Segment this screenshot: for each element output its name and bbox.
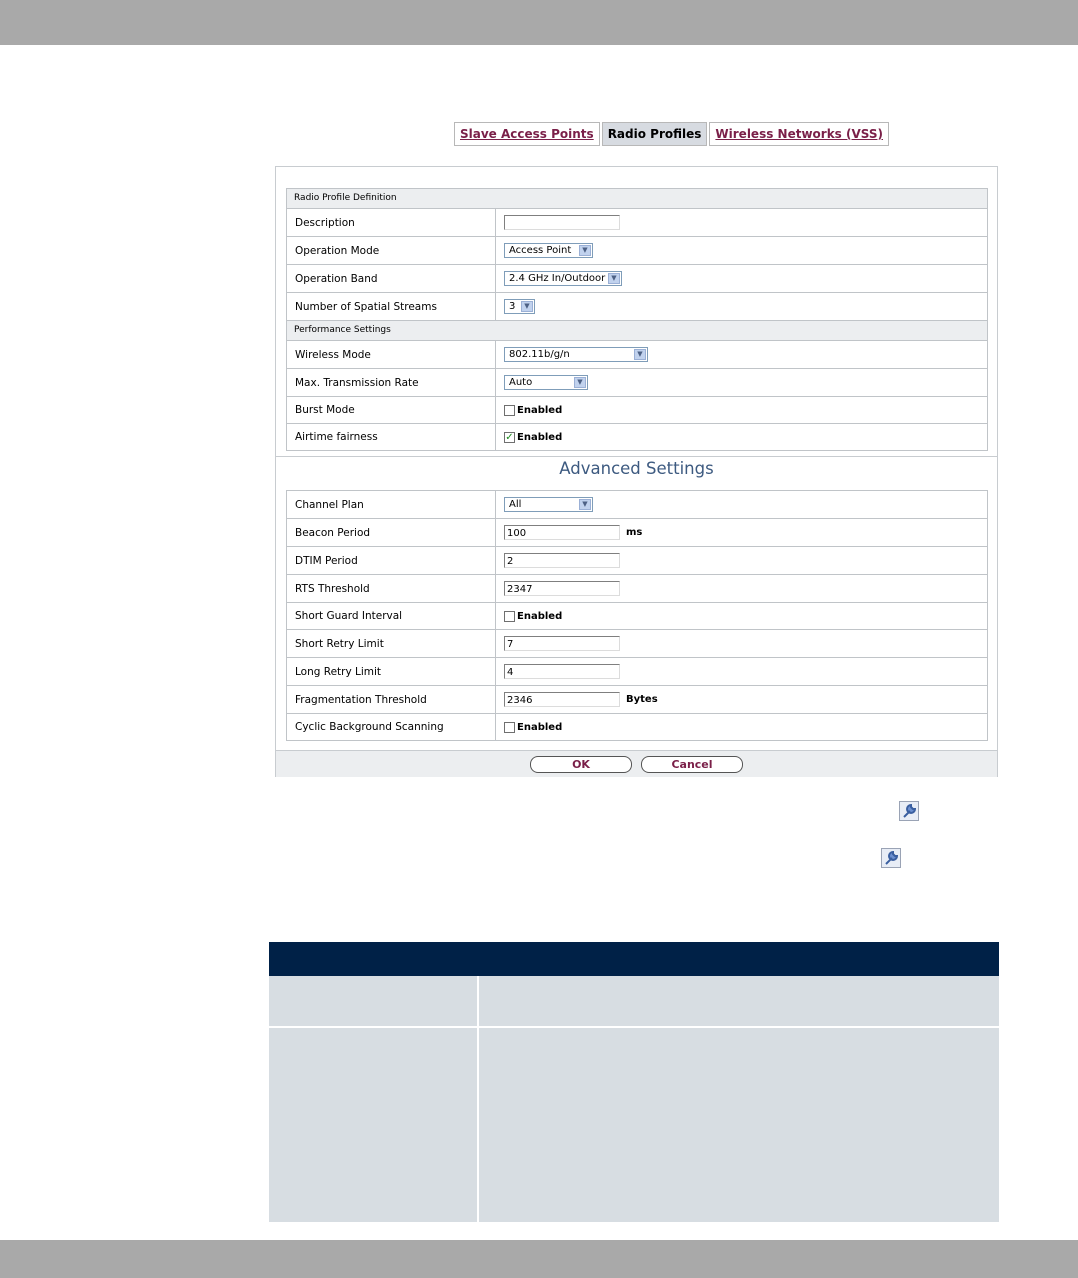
checkmark-icon[interactable]: ✓ bbox=[505, 431, 514, 443]
long-retry-row bbox=[287, 658, 987, 686]
frag-threshold-row bbox=[287, 686, 987, 714]
operation-band-row bbox=[287, 265, 987, 293]
short-retry-input[interactable]: 7 bbox=[504, 636, 620, 651]
operation-mode-select[interactable] bbox=[504, 243, 593, 258]
wireless-mode-select[interactable] bbox=[504, 347, 648, 362]
tab-radio-profiles[interactable]: Radio Profiles bbox=[602, 122, 708, 146]
long-retry-label: Long Retry Limit bbox=[287, 658, 496, 685]
table-cell bbox=[479, 1028, 999, 1222]
description-row bbox=[287, 209, 987, 237]
channel-plan-value: All bbox=[509, 499, 522, 510]
chevron-down-icon: ▼ bbox=[579, 499, 591, 510]
long-retry-input[interactable]: 4 bbox=[504, 664, 620, 679]
wrench-icon[interactable] bbox=[881, 848, 901, 868]
dtim-period-row bbox=[287, 547, 987, 575]
table-header-cell bbox=[269, 942, 479, 976]
short-guard-label: Short Guard Interval bbox=[287, 603, 496, 629]
operation-mode-row bbox=[287, 237, 987, 265]
cyclic-scan-row bbox=[287, 714, 987, 740]
checkbox-box[interactable] bbox=[504, 405, 515, 416]
airtime-option: Enabled bbox=[517, 431, 563, 443]
advanced-settings-section bbox=[286, 490, 988, 741]
checkbox-box[interactable] bbox=[504, 722, 515, 733]
table-cell bbox=[269, 1028, 479, 1222]
channel-plan-row bbox=[287, 491, 987, 519]
frag-unit: Bytes bbox=[626, 694, 658, 705]
burst-mode-checkbox[interactable] bbox=[504, 405, 562, 416]
rts-threshold-row bbox=[287, 575, 987, 603]
button-bar bbox=[276, 750, 997, 777]
operation-band-label: Operation Band bbox=[287, 265, 496, 292]
wireless-mode-value: 802.11b/g/n bbox=[509, 349, 570, 360]
advanced-settings-title: Advanced Settings bbox=[559, 459, 714, 478]
max-rate-label: Max. Transmission Rate bbox=[287, 369, 496, 396]
chevron-down-icon: ▼ bbox=[634, 349, 646, 360]
airtime-row bbox=[287, 424, 987, 450]
cyclic-scan-label: Cyclic Background Scanning bbox=[287, 714, 496, 740]
chevron-down-icon: ▼ bbox=[574, 377, 586, 388]
radio-profile-panel bbox=[275, 166, 998, 777]
tab-wireless-networks[interactable]: Wireless Networks (VSS) bbox=[709, 122, 889, 146]
basic-settings-section bbox=[286, 188, 988, 451]
description-table bbox=[269, 942, 999, 1224]
table-header bbox=[269, 942, 999, 976]
burst-mode-option: Enabled bbox=[517, 404, 563, 416]
dtim-period-input[interactable]: 2 bbox=[504, 553, 620, 568]
table-row bbox=[269, 1028, 999, 1224]
operation-band-value: 2.4 GHz In/Outdoor bbox=[509, 273, 606, 284]
table-row bbox=[269, 976, 999, 1028]
description-label: Description bbox=[287, 209, 496, 236]
spatial-streams-row bbox=[287, 293, 987, 321]
short-retry-label: Short Retry Limit bbox=[287, 630, 496, 657]
description-input[interactable] bbox=[504, 215, 620, 230]
cyclic-scan-option: Enabled bbox=[517, 721, 563, 733]
ok-button[interactable]: OK bbox=[530, 756, 632, 773]
cyclic-scan-checkbox[interactable] bbox=[504, 722, 562, 733]
short-guard-checkbox[interactable] bbox=[504, 611, 562, 622]
max-rate-value: Auto bbox=[509, 377, 533, 388]
table-cell bbox=[269, 976, 479, 1026]
spatial-streams-label: Number of Spatial Streams bbox=[287, 293, 496, 320]
rts-threshold-label: RTS Threshold bbox=[287, 575, 496, 602]
wireless-mode-row bbox=[287, 341, 987, 369]
rts-threshold-input[interactable]: 2347 bbox=[504, 581, 620, 596]
beacon-period-row bbox=[287, 519, 987, 547]
table-header-cell bbox=[479, 942, 999, 976]
table-cell bbox=[479, 976, 999, 1026]
chevron-down-icon: ▼ bbox=[579, 245, 591, 256]
beacon-period-label: Beacon Period bbox=[287, 519, 496, 546]
operation-mode-label: Operation Mode bbox=[287, 237, 496, 264]
bottom-bar bbox=[0, 1240, 1078, 1278]
section-heading: Performance Settings bbox=[287, 321, 987, 341]
beacon-unit: ms bbox=[626, 527, 643, 538]
burst-mode-row bbox=[287, 397, 987, 424]
airtime-label: Airtime fairness bbox=[287, 424, 496, 450]
spatial-streams-value: 3 bbox=[509, 301, 516, 312]
max-rate-select[interactable] bbox=[504, 375, 588, 390]
wireless-mode-label: Wireless Mode bbox=[287, 341, 496, 368]
max-rate-row bbox=[287, 369, 987, 397]
dtim-period-label: DTIM Period bbox=[287, 547, 496, 574]
short-guard-row bbox=[287, 603, 987, 630]
short-guard-option: Enabled bbox=[517, 610, 563, 622]
short-retry-row bbox=[287, 630, 987, 658]
tab-bar bbox=[454, 122, 891, 146]
tab-slave-access-points[interactable]: Slave Access Points bbox=[454, 122, 600, 146]
channel-plan-label: Channel Plan bbox=[287, 491, 496, 518]
spatial-streams-select[interactable] bbox=[504, 299, 535, 314]
checkbox-box[interactable] bbox=[504, 611, 515, 622]
airtime-checkbox[interactable] bbox=[504, 432, 562, 443]
divider bbox=[276, 456, 997, 457]
section-heading: Radio Profile Definition bbox=[287, 189, 987, 209]
chevron-down-icon: ▼ bbox=[521, 301, 533, 312]
operation-mode-value: Access Point bbox=[509, 245, 572, 256]
top-bar bbox=[0, 0, 1078, 45]
frag-threshold-label: Fragmentation Threshold bbox=[287, 686, 496, 713]
operation-band-select[interactable] bbox=[504, 271, 622, 286]
frag-threshold-input[interactable]: 2346 bbox=[504, 692, 620, 707]
channel-plan-select[interactable] bbox=[504, 497, 593, 512]
beacon-period-input[interactable]: 100 bbox=[504, 525, 620, 540]
wrench-icon[interactable] bbox=[899, 801, 919, 821]
chevron-down-icon: ▼ bbox=[608, 273, 620, 284]
burst-mode-label: Burst Mode bbox=[287, 397, 496, 423]
cancel-button[interactable]: Cancel bbox=[641, 756, 743, 773]
